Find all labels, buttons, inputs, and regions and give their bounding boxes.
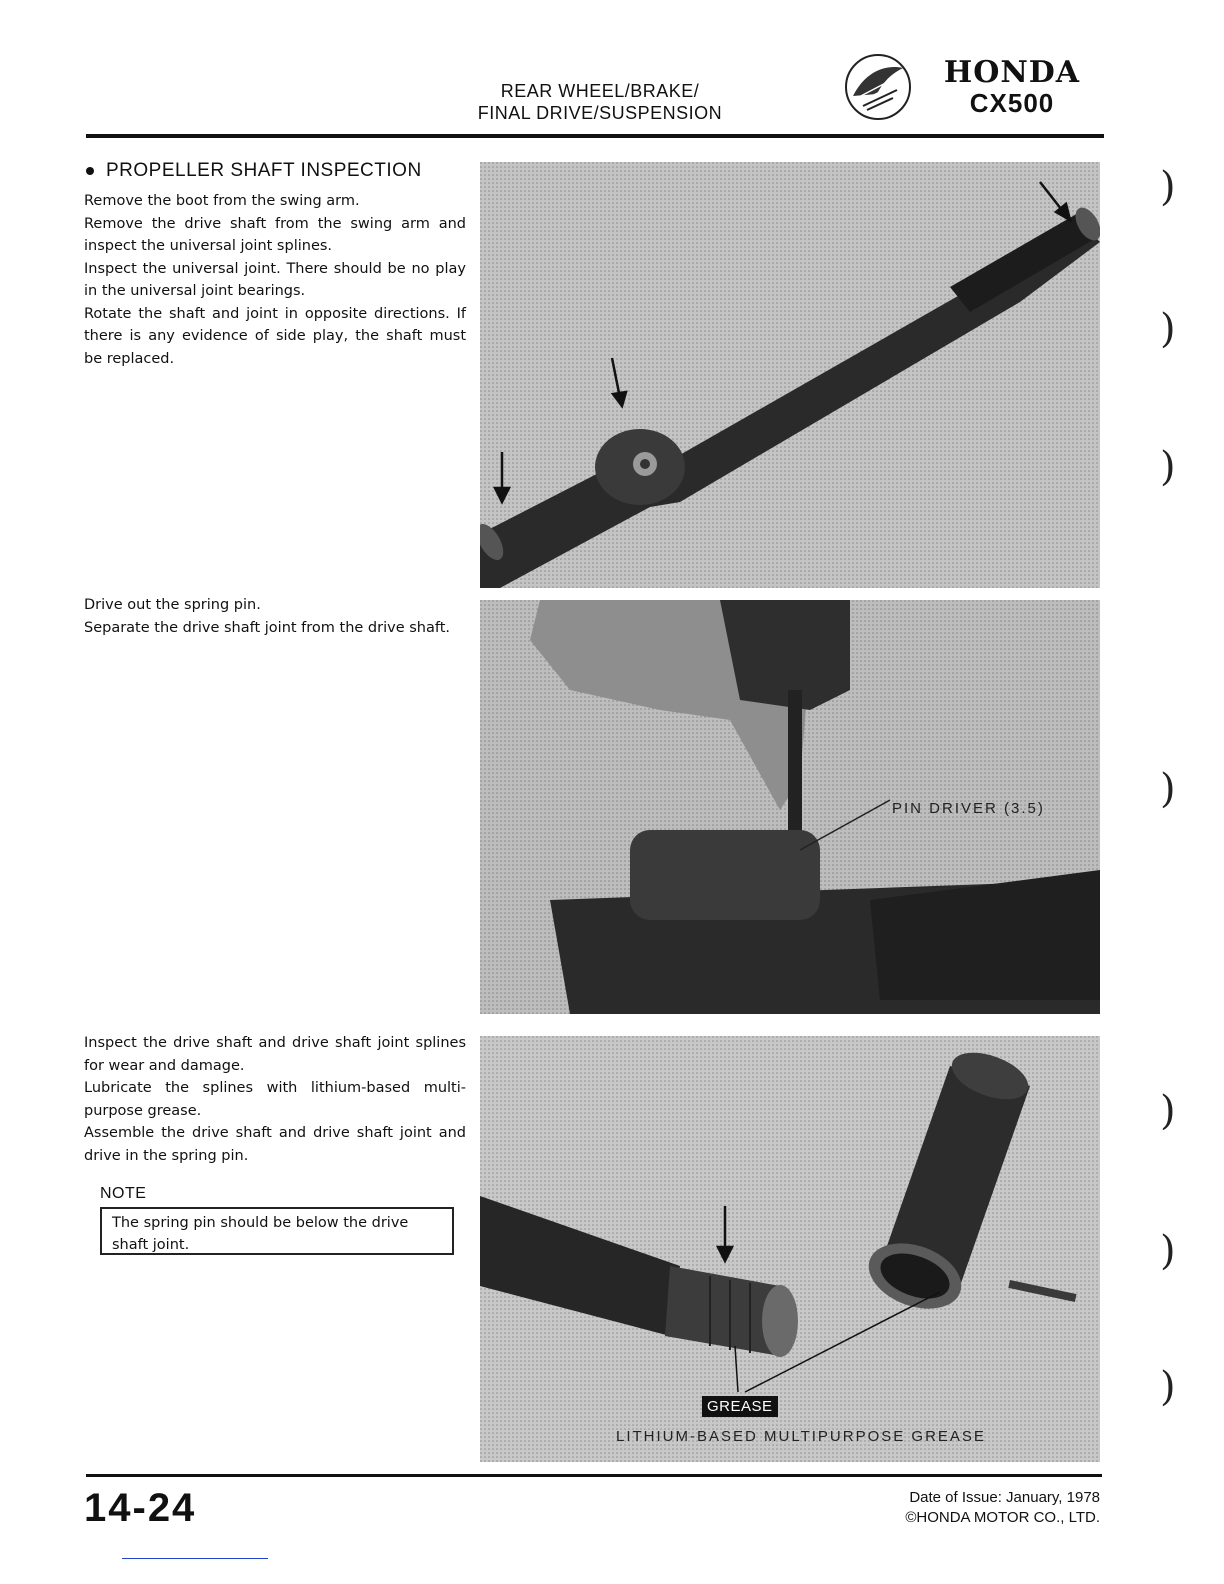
note-label: NOTE bbox=[100, 1185, 147, 1202]
grease-caption: LITHIUM-BASED MULTIPURPOSE GREASE bbox=[616, 1428, 986, 1445]
instruction-line: Drive out the spring pin. bbox=[84, 597, 261, 613]
copyright: ©HONDA MOTOR CO., LTD. bbox=[905, 1509, 1100, 1526]
instruction-line: Remove the drive shaft from the swing arm and inspect the universal joint splines. bbox=[84, 215, 466, 254]
binder-hole-mark: ) bbox=[1160, 1088, 1176, 1134]
binder-hole-mark: ) bbox=[1160, 1364, 1176, 1410]
issue-info bbox=[820, 1488, 1100, 1528]
section-heading bbox=[86, 160, 476, 182]
instruction-line: Separate the drive shaft joint from the drive shaft. bbox=[84, 619, 451, 636]
binder-hole-mark: ) bbox=[1160, 306, 1176, 352]
grease-tag: GREASE bbox=[702, 1396, 778, 1417]
inspection-instructions bbox=[84, 190, 466, 370]
bullet-icon bbox=[86, 167, 94, 175]
section-title-line1: REAR WHEEL/BRAKE/ bbox=[500, 81, 700, 101]
binder-hole-mark: ) bbox=[1160, 766, 1176, 812]
section-title bbox=[420, 80, 780, 124]
note-box: The spring pin should be below the drive shaft joint. bbox=[100, 1207, 454, 1255]
model-name: CX500 bbox=[969, 88, 1055, 118]
instruction-line: Remove the boot from the swing arm. bbox=[84, 193, 360, 209]
instruction-line: Inspect the drive shaft and drive shaft joint splines for wear and damage. bbox=[84, 1035, 466, 1074]
assembly-instructions bbox=[84, 1032, 466, 1167]
heading-text: PROPELLER SHAFT INSPECTION bbox=[106, 160, 422, 181]
disassembly-instructions bbox=[84, 594, 466, 639]
header-rule bbox=[86, 134, 1104, 138]
brand-name: HONDA bbox=[943, 55, 1081, 90]
instruction-line: Rotate the shaft and joint in opposite directions. If there is any evidence of side play, the shaft must be replaced. bbox=[84, 305, 466, 367]
instruction-line: Lubricate the splines with lithium-based multi-purpose grease. bbox=[84, 1080, 466, 1119]
photo-pin-driver bbox=[480, 600, 1100, 1014]
section-title-line2: FINAL DRIVE/SUSPENSION bbox=[477, 103, 723, 123]
honda-wing-icon bbox=[843, 52, 913, 122]
page-number: 14-24 bbox=[84, 1486, 197, 1530]
binder-hole-mark: ) bbox=[1160, 164, 1176, 210]
issue-date: Date of Issue: January, 1978 bbox=[909, 1489, 1100, 1506]
binder-hole-mark: ) bbox=[1160, 444, 1176, 490]
binder-hole-mark: ) bbox=[1160, 1228, 1176, 1274]
pin-driver-callout: PIN DRIVER (3.5) bbox=[892, 800, 1045, 817]
link-underline bbox=[122, 1558, 268, 1559]
photo-propeller-shaft bbox=[480, 162, 1100, 588]
instruction-line: Assemble the drive shaft and drive shaft joint and drive in the spring pin. bbox=[84, 1125, 466, 1164]
instruction-line: Inspect the universal joint. There should be no play in the universal joint bearings. bbox=[84, 260, 466, 299]
footer-rule bbox=[86, 1474, 1102, 1477]
photo-grease-splines bbox=[480, 1036, 1100, 1462]
